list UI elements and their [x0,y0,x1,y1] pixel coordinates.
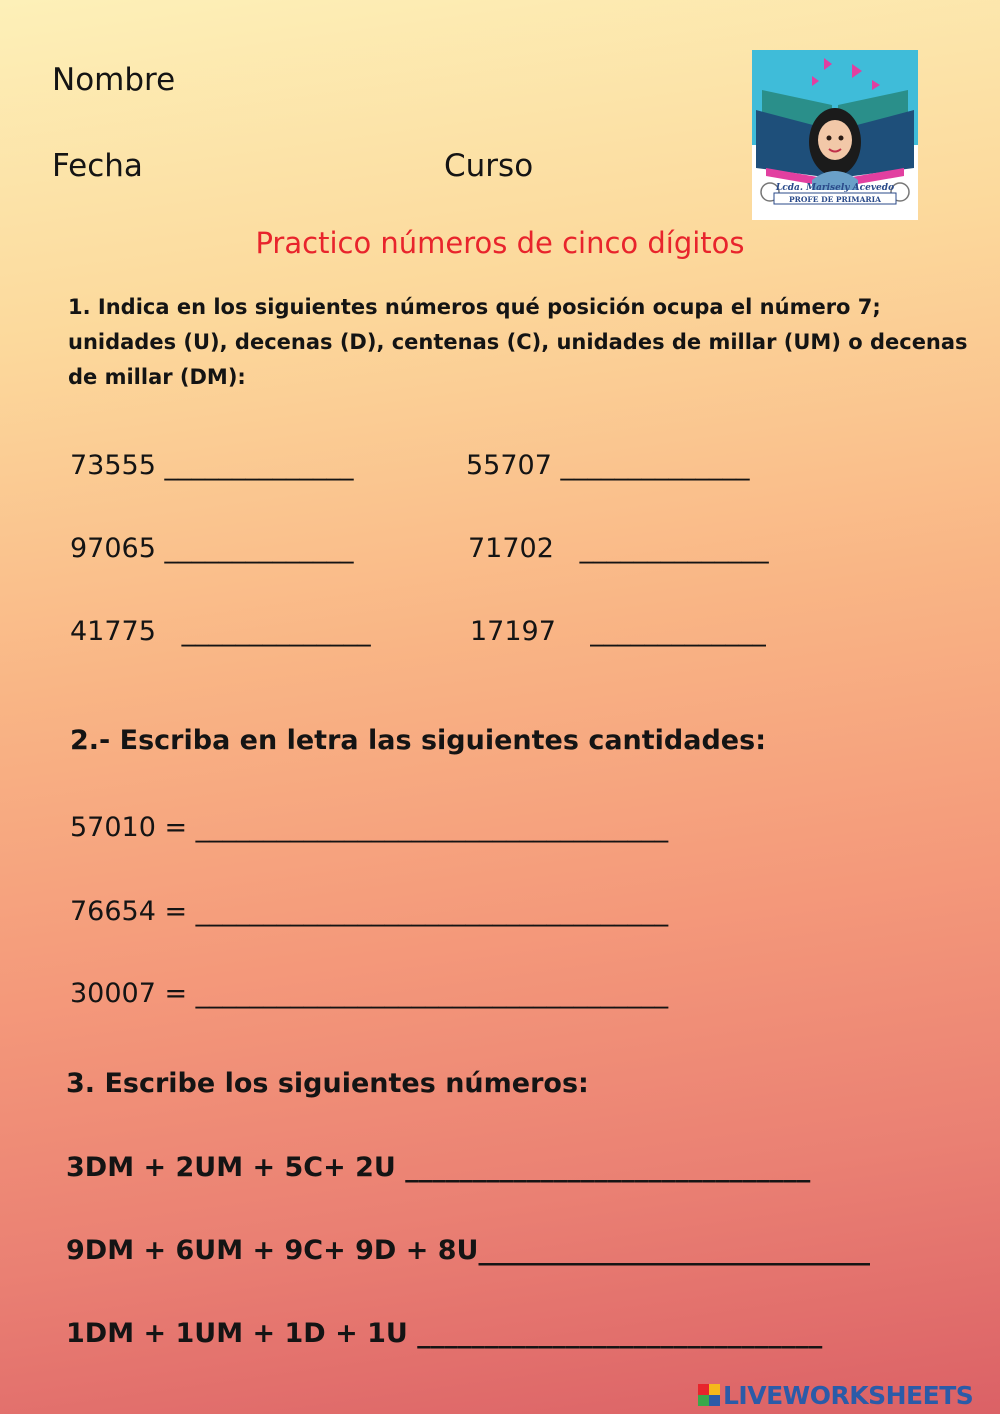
section1-instruction: 1. Indica en los siguientes números qué posición ocupa el número 7; unidades (U), decenas (D), centenas (C), unidades de millar (UM) o decenas de millar (DM): [68,295,968,389]
q1-item-3[interactable]: 97065 ______________ [70,533,354,564]
q1-item-6[interactable]: 17197 _____________ [470,616,766,647]
q1-item-5[interactable]: 41775 ______________ [70,616,371,647]
q2-item-1[interactable]: 57010 = ___________________________________ [70,812,669,843]
worksheet-title: Practico números de cinco dígitos [255,226,745,260]
section2-heading: 2.- Escriba en letra las siguientes cantidades: [70,725,766,756]
liveworksheets-watermark [698,1382,973,1408]
q2-item-3[interactable]: 30007 = ___________________________________ [70,978,669,1009]
q3-item-3[interactable]: 1DM + 1UM + 1D + 1U ______________________________ [66,1318,823,1349]
teacher-logo-graphic [752,50,918,220]
liveworksheets-logo-icon [698,1384,720,1406]
q3-item-1[interactable]: 3DM + 2UM + 5C+ 2U ______________________________ [66,1152,811,1183]
section3-heading: 3. Escribe los siguientes números: [66,1068,589,1099]
q3-item-2[interactable]: 9DM + 6UM + 9C+ 9D + 8U_____________________________ [66,1235,870,1266]
nombre-label: Nombre [52,62,176,98]
q1-item-1[interactable]: 73555 ______________ [70,450,354,481]
teacher-logo [752,50,918,220]
q1-item-4[interactable]: 71702 ______________ [468,533,769,564]
curso-label: Curso [444,148,534,184]
q1-item-2[interactable]: 55707 ______________ [466,450,750,481]
logo-name-text: Lcda. Marisely Acevedo [775,183,895,193]
fecha-label: Fecha [52,148,143,184]
liveworksheets-text: LIVEWORKSHEETS [723,1380,974,1410]
logo-role-text: PROFE DE PRIMARIA [789,195,881,204]
q2-item-2[interactable]: 76654 = ___________________________________ [70,896,669,927]
